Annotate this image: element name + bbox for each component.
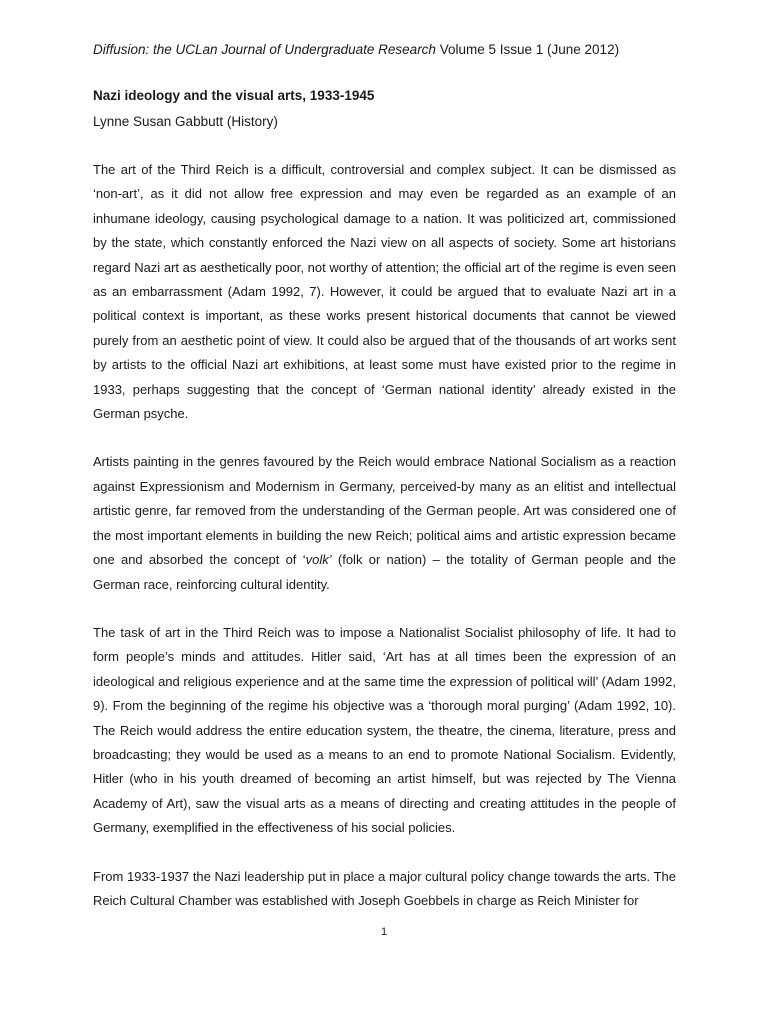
running-header xyxy=(93,40,676,60)
issue-info: Volume 5 Issue 1 (June 2012) xyxy=(435,42,620,57)
body-paragraph-3: The task of art in the Third Reich was to impose a Nationalist Socialist philosophy of life. It had to form people’s minds and attitudes. Hitler said, ‘Art has at all times been the expression of an ideological and religious experience and at the same time the expression of political will’ (Adam 1992, 9). From the beginning of the regime his objective was a ‘thorough moral purging’ (Adam 1992, 10). The Reich would address the entire education system, the theatre, the cinema, literature, press and broadcasting; they would be used as a means to an end to promote National Socialism. Evidently, Hitler (who in his youth dreamed of becoming an artist himself, but was rejected by The Vienna Academy of Art), saw the visual arts as a means of directing and creating attitudes in the people of Germany, exemplified in the effectiveness of his social policies. xyxy=(93,624,676,836)
page-number: 1 xyxy=(380,926,388,938)
volk-emphasis: volk’ xyxy=(305,552,332,568)
body-paragraph-1: The art of the Third Reich is a difficult, controversial and complex subject. It can be dismissed as ‘non-art’, as it did not allow free expression and may even be regarded as an example of an inhumane ideology, causing psychological damage to a nation. It was politicized art, commissioned by the state, which constantly enforced the Nazi view on all aspects of society. Some art historians regard Nazi art as aesthetically poor, not worthy of attention; the official art of the regime is even seen as an embarrassment (Adam 1992, 7). However, it could be argued that to evaluate Nazi art in a political context is important, as these works present historical documents that cannot be viewed purely from an aesthetic point of view. It could also be argued that of the thousands of art works sent by artists to the official Nazi art exhibitions, at least some must have existed prior to the regime in 1933, perhaps suggesting that the concept of ‘German national identity’ already existed in the German psyche. xyxy=(93,162,676,422)
body-paragraph-2 xyxy=(93,450,676,596)
paragraph-2-text-before: Artists painting in the genres favoured by the Reich would embrace National Socialism as a reaction against Expressionism and Modernism in Germany, perceived-by many as an elitist and intellectual artistic genre, far removed from the understanding of the German people. Art was considered one of the most important elements in building the new Reich; political aims and artistic expression became one and absorbed the concept of ‘ xyxy=(93,454,676,568)
article-author: Lynne Susan Gabbutt (History) xyxy=(93,114,278,129)
journal-title: Diffusion: the UCLan Journal of Undergraduate Research xyxy=(93,42,436,57)
article-title: Nazi ideology and the visual arts, 1933-1945 xyxy=(93,88,375,103)
paragraph-2-text-after: (folk or nation) – the totality of German people and the German race, reinforcing cultural identity. xyxy=(93,552,677,592)
body-paragraph-4: From 1933-1937 the Nazi leadership put in place a major cultural policy change towards the arts. The Reich Cultural Chamber was established with Joseph Goebbels in charge as Reich Minister for xyxy=(93,868,676,908)
document-page xyxy=(93,40,676,937)
